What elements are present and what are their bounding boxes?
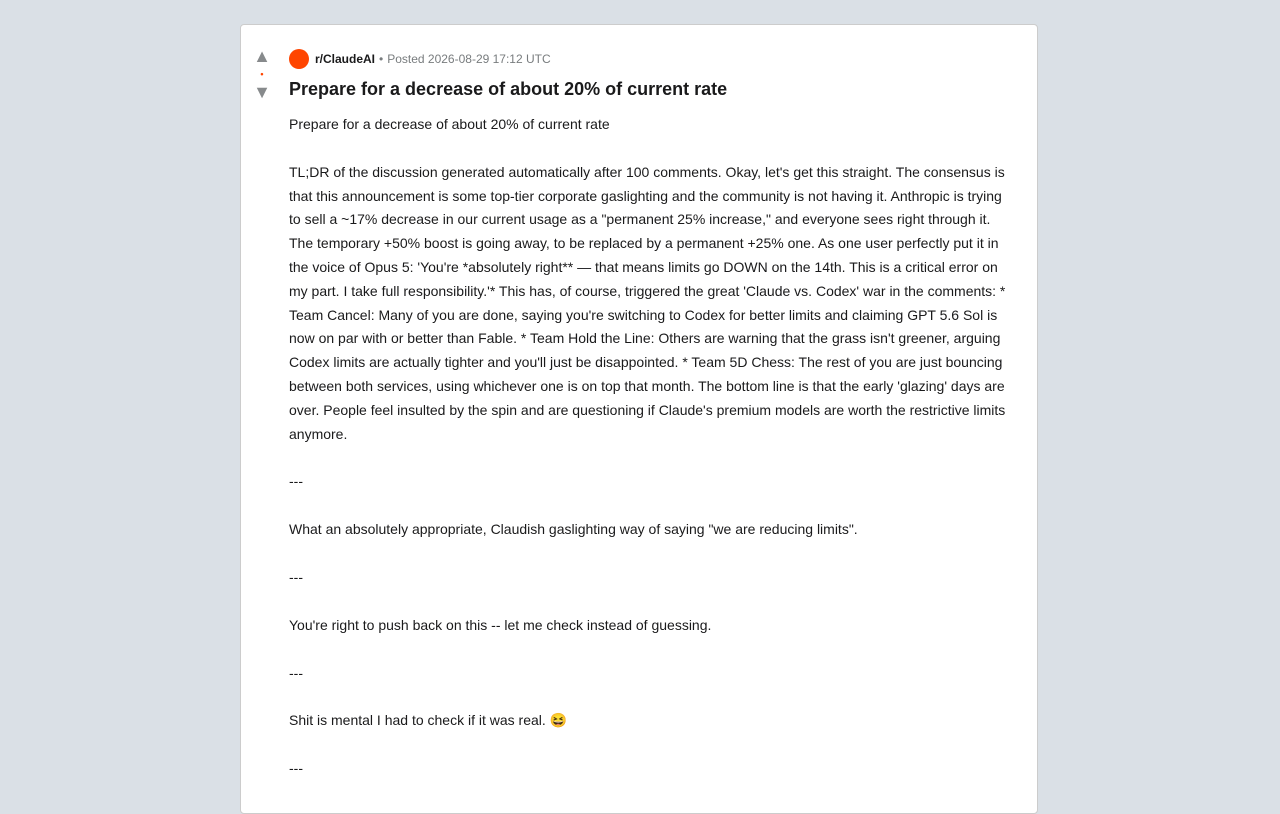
post-title[interactable]: Prepare for a decrease of about 20% of current rate [289,79,728,99]
post-meta [289,49,1009,69]
body-paragraph: Prepare for a decrease of about 20% of current rate [289,116,610,132]
body-paragraph: TL;DR of the discussion generated automatically after 100 comments. Okay, let's get this straight. The consensus is that this announcement is some top-tier corporate gaslighting and the community is not having it. Anthropic is trying to sell a ~17% decrease in our current usage as a "permanent 25% increase," and everyone sees right through it. The temporary +50% boost is going away, to be replaced by a permanent +25% one. As one user perfectly put it in the voice of Opus 5: 'You're *absolutely right** — that means limits go DOWN on the 14th. This is a critical error on my part. I take full responsibility.'* This has, of course, triggered the great 'Claude vs. Codex' war in the comments: * Team Cancel: Many of you are done, saying you're switching to Codex for better limits and claiming GPT 5.6 Sol is now on par with or better than Fable. * Team Hold the Line: Others are warning that the grass isn't greener, arguing Codex limits are actually tighter and you'll just be disappointed. * Team 5D Chess: The rest of you are just bouncing between both services, using whichever one is on top that month. The bottom line is that the early 'glazing' days are over. People feel insulted by the spin and are questioning if Claude's premium models are worth the restrictive limits anymore. [289,163,1006,442]
post-card [240,24,1038,814]
subreddit-avatar[interactable] [289,49,309,69]
vote-column [241,47,283,101]
upvote-icon[interactable]: ▲ [253,46,271,66]
posted-timestamp: Posted 2026-08-29 17:12 UTC [387,52,551,66]
meta-separator: • [379,52,384,66]
vote-score: • [260,69,264,79]
body-divider: --- [289,568,303,585]
downvote-icon[interactable]: ▼ [253,82,271,102]
subreddit-link[interactable]: r/ClaudeAI [315,52,376,66]
post-body [289,113,1009,781]
body-divider: --- [289,473,303,490]
body-paragraph: Shit is mental I had to check if it was real. 😆 [289,712,568,729]
body-divider: --- [289,760,303,777]
body-paragraph: What an absolutely appropriate, Claudish gaslighting way of saying "we are reducing limits". [289,521,858,538]
body-divider: --- [289,664,303,681]
body-paragraph: You're right to push back on this -- let me check instead of guessing. [289,616,712,633]
post-content [289,49,1009,805]
